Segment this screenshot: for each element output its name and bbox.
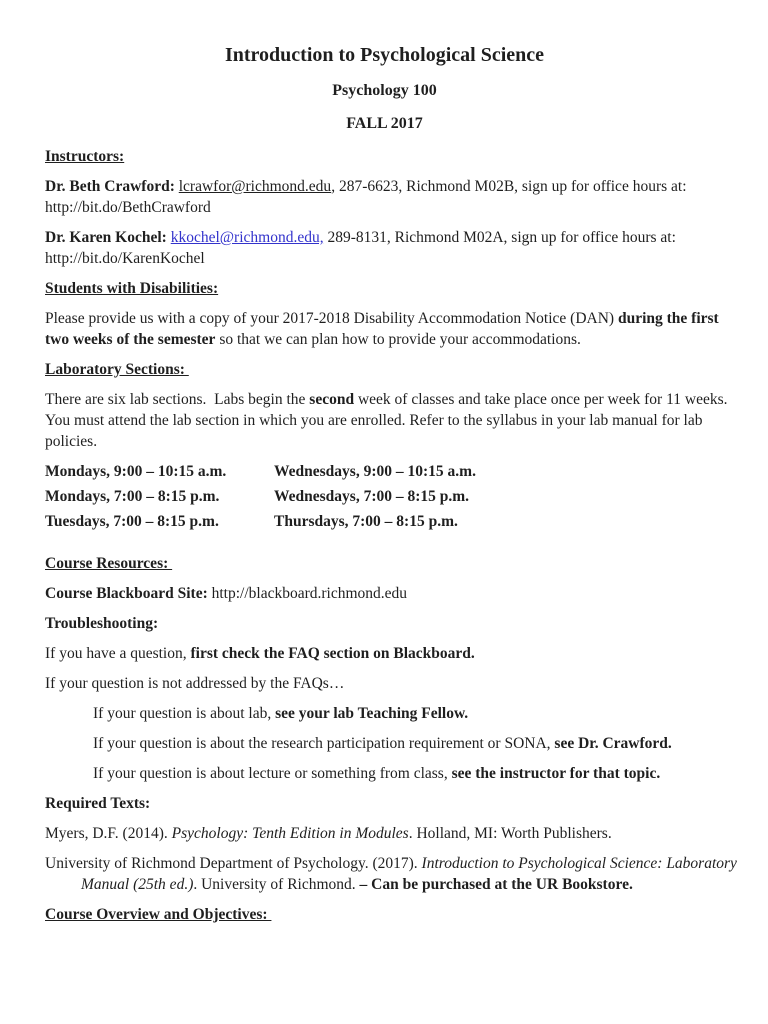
course-resources-heading [45,553,724,574]
schedule-row [45,486,724,507]
text-run: Manual (25th ed.) [81,876,194,893]
disabilities-heading-text: Students with Disabilities: [45,280,219,297]
faq-item-lecture [45,763,724,784]
text-run: see your lab Teaching Fellow. [275,705,469,722]
text-run: University of Richmond Department of Psychology. (2017). [45,855,422,872]
schedule-cell: Thursdays, 7:00 – 8:15 p.m. [274,513,458,530]
lab-sections-heading-text: Laboratory Sections: [45,361,189,378]
faq-item-lab [45,703,724,724]
text-run: Dr. Karen Kochel: [45,229,171,246]
course-overview-heading [45,904,724,925]
text-run: . Holland, MI: Worth Publishers. [408,825,612,842]
text-run: lcrawfor@richmond.edu [178,178,332,195]
text-run: http://blackboard.richmond.edu [207,585,408,602]
required-texts-heading: Required Texts: [45,795,151,812]
text-run: http://bit.do/BethCrawford [45,199,211,216]
course-number: Psychology 100 [332,82,437,99]
schedule-row [45,511,724,532]
course-resources-heading-text: Course Resources: [45,555,173,572]
text-run: There are six lab sections. Labs begin the [45,391,310,408]
blackboard-site-line [45,583,724,604]
schedule-cell: Wednesdays, 7:00 – 8:15 p.m. [274,488,470,505]
instructor-karen-paragraph [45,227,724,269]
text-run: 289-8131, Richmond M02A, sign up for office hours at: [323,229,676,246]
text-run: If your question is about the research participation requirement or SONA, [93,735,555,752]
text-run: If your question is not addressed by the FAQs… [45,675,345,692]
text-run: Myers, D.F. (2014). [45,825,172,842]
text-run: http://bit.do/KarenKochel [45,250,205,267]
text-run: Psychology: Tenth Edition in Modules [171,825,409,842]
lab-schedule [45,461,724,532]
text-run: two weeks of the semester [45,331,216,348]
text-run: during the first [617,310,719,327]
instructor-beth-paragraph [45,176,724,218]
faq-intro-line [45,643,724,664]
schedule-cell: Mondays, 9:00 – 10:15 a.m. [45,463,227,480]
course-overview-heading-text: Course Overview and Objectives: [45,906,272,923]
text-run: policies. [45,433,98,450]
text-run: see the instructor for that topic. [451,765,661,782]
text-run: Please provide us with a copy of your 2017-2018 Disability Accommodation Notice (DAN) [45,310,618,327]
text-run: Introduction to Psychological Science: Laboratory [421,855,737,872]
disabilities-paragraph [45,308,724,350]
schedule-cell: Mondays, 7:00 – 8:15 p.m. [45,488,220,505]
email-link[interactable]: kkochel@richmond.edu, [170,229,324,246]
text-run: so that we can plan how to provide your accommodations. [215,331,581,348]
term-label: FALL 2017 [346,115,423,132]
doc-title: Introduction to Psychological Science [224,44,545,66]
text-run: You must attend the lab section in which you are enrolled. Refer to the syllabus in your lab manual for lab [45,412,703,429]
text-run: Course Blackboard Site: [45,585,208,602]
text-run: – Can be purchased at the UR Bookstore. [359,876,633,893]
lab-sections-paragraph [45,389,728,452]
citation-myers [45,823,724,844]
text-run: If your question is about lab, [93,705,276,722]
text-run: If you have a question, [45,645,191,662]
schedule-row [45,461,724,482]
schedule-cell: Wednesdays, 9:00 – 10:15 a.m. [274,463,476,480]
lab-sections-heading [45,359,724,380]
citation-lab-manual [45,853,737,895]
text-run: week of classes and take place once per week for 11 weeks. [354,391,728,408]
faq-not-addressed-line [45,673,724,694]
text-run: , 287-6623, Richmond M02B, sign up for office hours at: [331,178,687,195]
disabilities-heading [45,278,724,299]
text-run: second [309,391,355,408]
instructors-heading-text: Instructors: [45,148,125,165]
text-run: see Dr. Crawford. [554,735,672,752]
text-run: Dr. Beth Crawford: [45,178,179,195]
schedule-cell: Tuesdays, 7:00 – 8:15 p.m. [45,513,219,530]
faq-item-sona [45,733,724,754]
text-run: . University of Richmond. [193,876,360,893]
text-run: first check the FAQ section on Blackboard. [190,645,475,662]
instructors-heading [45,146,724,167]
text-run: If your question is about lecture or something from class, [93,765,452,782]
troubleshooting-heading: Troubleshooting: [45,615,159,632]
